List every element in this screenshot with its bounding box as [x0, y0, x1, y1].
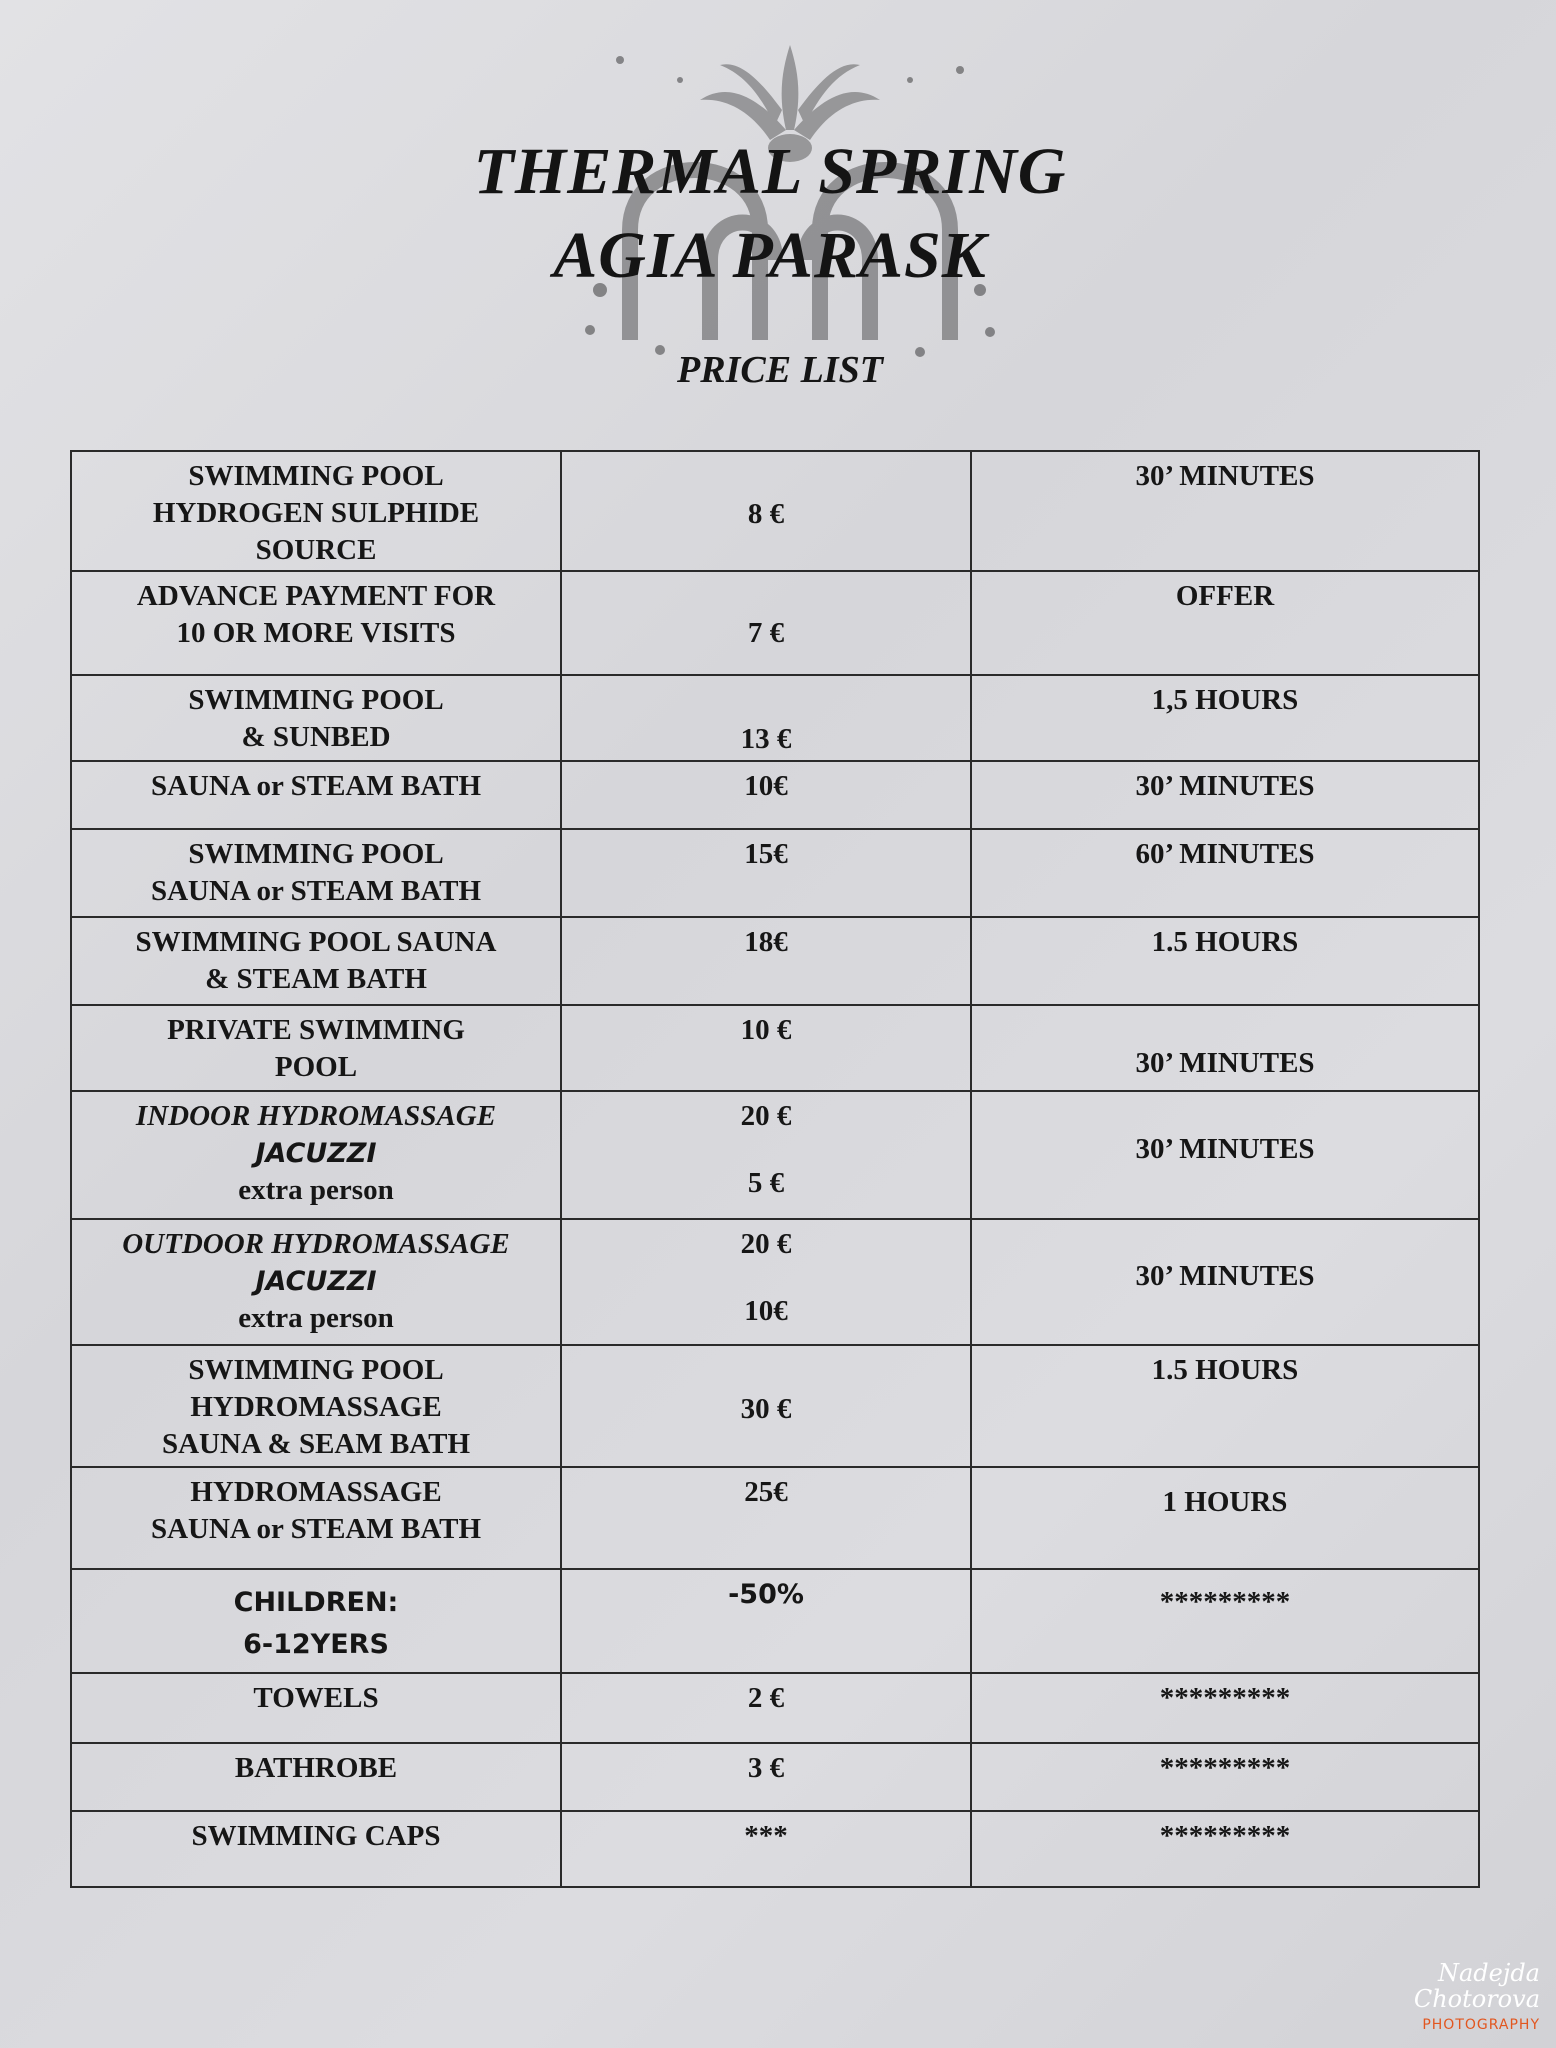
duration-cell: *********: [971, 1743, 1479, 1811]
service-cell: HYDROMASSAGE SAUNA or STEAM BATH: [71, 1467, 561, 1569]
price-list-heading: PRICE LIST: [677, 349, 883, 391]
table-row: [71, 1345, 1479, 1467]
price-cell: 18€: [561, 917, 971, 1005]
duration-cell: 30’ MINUTES: [971, 451, 1479, 571]
photographer-signature: [1340, 1960, 1540, 2038]
service-cell: SAUNA or STEAM BATH: [71, 761, 561, 829]
service-cell: OUTDOOR HYDROMASSAGE JACUZZI extra person: [71, 1219, 561, 1345]
price-cell: 20 € 10€: [561, 1219, 971, 1345]
table-row: [71, 1743, 1479, 1811]
price-table: [70, 450, 1480, 1888]
table-row: [71, 1005, 1479, 1091]
table-row: [71, 1467, 1479, 1569]
duration-cell: 60’ MINUTES: [971, 829, 1479, 917]
duration-cell: *********: [971, 1569, 1479, 1673]
table-row: [71, 1811, 1479, 1887]
duration-cell: 1.5 HOURS: [971, 917, 1479, 1005]
price-cell: -50%: [561, 1569, 971, 1673]
duration-cell: 1 HOURS: [971, 1467, 1479, 1569]
duration-cell: 1.5 HOURS: [971, 1345, 1479, 1467]
service-cell: TOWELS: [71, 1673, 561, 1743]
table-row: [71, 1219, 1479, 1345]
duration-cell: 30’ MINUTES: [971, 1005, 1479, 1091]
table-row: [71, 1569, 1479, 1673]
price-cell: 25€: [561, 1467, 971, 1569]
price-cell: 7 €: [561, 571, 971, 675]
service-cell: PRIVATE SWIMMING POOL: [71, 1005, 561, 1091]
price-cell: 8 €: [561, 451, 971, 571]
price-cell: 13 €: [561, 675, 971, 761]
signature-tag: PHOTOGRAPHY: [1422, 2017, 1540, 2033]
duration-cell: *********: [971, 1811, 1479, 1887]
service-cell: SWIMMING POOL HYDROMASSAGE SAUNA & SEAM BATH: [71, 1345, 561, 1467]
table-row: [71, 761, 1479, 829]
table-row: [71, 1673, 1479, 1743]
price-cell: 20 € 5 €: [561, 1091, 971, 1219]
price-cell: 15€: [561, 829, 971, 917]
service-cell: ADVANCE PAYMENT FOR 10 OR MORE VISITS: [71, 571, 561, 675]
duration-cell: OFFER: [971, 571, 1479, 675]
table-row: [71, 571, 1479, 675]
duration-cell: *********: [971, 1673, 1479, 1743]
signature-name: Nadejda Chotorova: [1413, 1959, 1540, 2013]
duration-cell: 30’ MINUTES: [971, 761, 1479, 829]
price-cell: 10€: [561, 761, 971, 829]
table-row: [71, 917, 1479, 1005]
price-cell: ***: [561, 1811, 971, 1887]
table-row: [71, 829, 1479, 917]
title-line-1: THERMAL SPRING: [473, 135, 1067, 208]
service-cell: CHILDREN: 6-12YERS: [71, 1569, 561, 1673]
title-line-2: AGIA PARASK: [553, 219, 987, 292]
duration-cell: 30’ MINUTES: [971, 1219, 1479, 1345]
price-cell: 2 €: [561, 1673, 971, 1743]
service-cell: BATHROBE: [71, 1743, 561, 1811]
duration-cell: 30’ MINUTES: [971, 1091, 1479, 1219]
price-cell: 3 €: [561, 1743, 971, 1811]
service-cell: INDOOR HYDROMASSAGE JACUZZI extra person: [71, 1091, 561, 1219]
table-row: [71, 1091, 1479, 1219]
service-cell: SWIMMING POOL SAUNA & STEAM BATH: [71, 917, 561, 1005]
service-cell: SWIMMING POOL HYDROGEN SULPHIDE SOURCE: [71, 451, 561, 571]
service-cell: SWIMMING POOL SAUNA or STEAM BATH: [71, 829, 561, 917]
price-cell: 10 €: [561, 1005, 971, 1091]
duration-cell: 1,5 HOURS: [971, 675, 1479, 761]
service-cell: SWIMMING CAPS: [71, 1811, 561, 1887]
table-row: [71, 451, 1479, 571]
service-cell: SWIMMING POOL & SUNBED: [71, 675, 561, 761]
price-cell: 30 €: [561, 1345, 971, 1467]
page-title: [380, 130, 1160, 298]
table-row: [71, 675, 1479, 761]
